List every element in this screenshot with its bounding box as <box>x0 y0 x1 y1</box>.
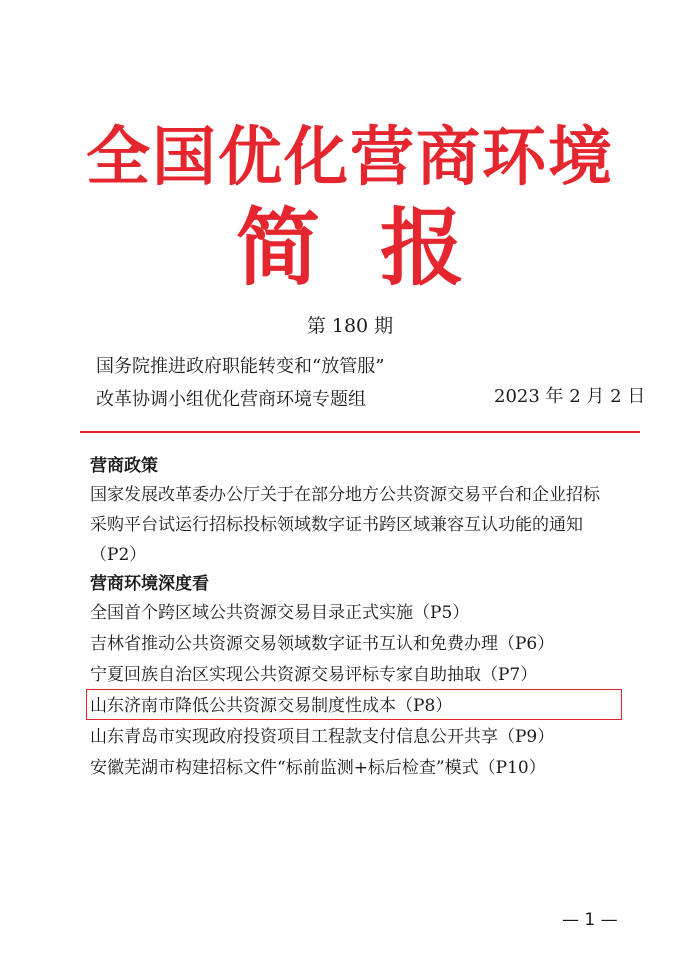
issue-number: 第 180 期 <box>306 315 394 337</box>
issue-date: 2023 年 2 月 2 日 <box>494 386 646 407</box>
policy-item-line-2: 采购平台试运行招标投标领域数字证书跨区域兼容互认功能的通知 <box>90 515 583 535</box>
list-item[interactable]: 宁夏回族自治区实现公共资源交易评标专家自助抽取（P7） <box>90 665 538 685</box>
header-divider <box>80 431 640 433</box>
issuer-line-1: 国务院推进政府职能转变和“放管服” <box>96 356 385 377</box>
list-item[interactable]: 吉林省推动公共资源交易领域数字证书互认和免费办理（P6） <box>90 634 555 654</box>
policy-item-line-3: （P2） <box>90 545 147 565</box>
list-item[interactable]: 全国首个跨区域公共资源交易目录正式实施（P5） <box>90 603 470 623</box>
list-item-highlighted[interactable]: 山东济南市降低公共资源交易制度性成本（P8） <box>90 691 650 722</box>
policy-item-line-1: 国家发展改革委办公厅关于在部分地方公共资源交易平台和企业招标 <box>90 485 600 505</box>
table-of-contents <box>90 452 650 784</box>
bulletin-subtitle: 简报 <box>235 198 524 297</box>
page-number: — 1 — <box>562 910 618 930</box>
policy-item[interactable] <box>90 480 650 570</box>
list-item[interactable]: 山东青岛市实现政府投资项目工程款支付信息公开共享（P9） <box>90 727 555 747</box>
list-item[interactable]: 安徽芜湖市构建招标文件“标前监测+标后检查”模式（P10） <box>90 758 546 778</box>
section-title-deep-look: 营商环境深度看 <box>90 574 209 594</box>
section-title-policy: 营商政策 <box>90 456 158 476</box>
issuer-block <box>96 350 384 416</box>
bulletin-title: 全国优化营商环境 <box>86 120 614 195</box>
issuer-line-2: 改革协调小组优化营商环境专题组 <box>96 389 366 410</box>
